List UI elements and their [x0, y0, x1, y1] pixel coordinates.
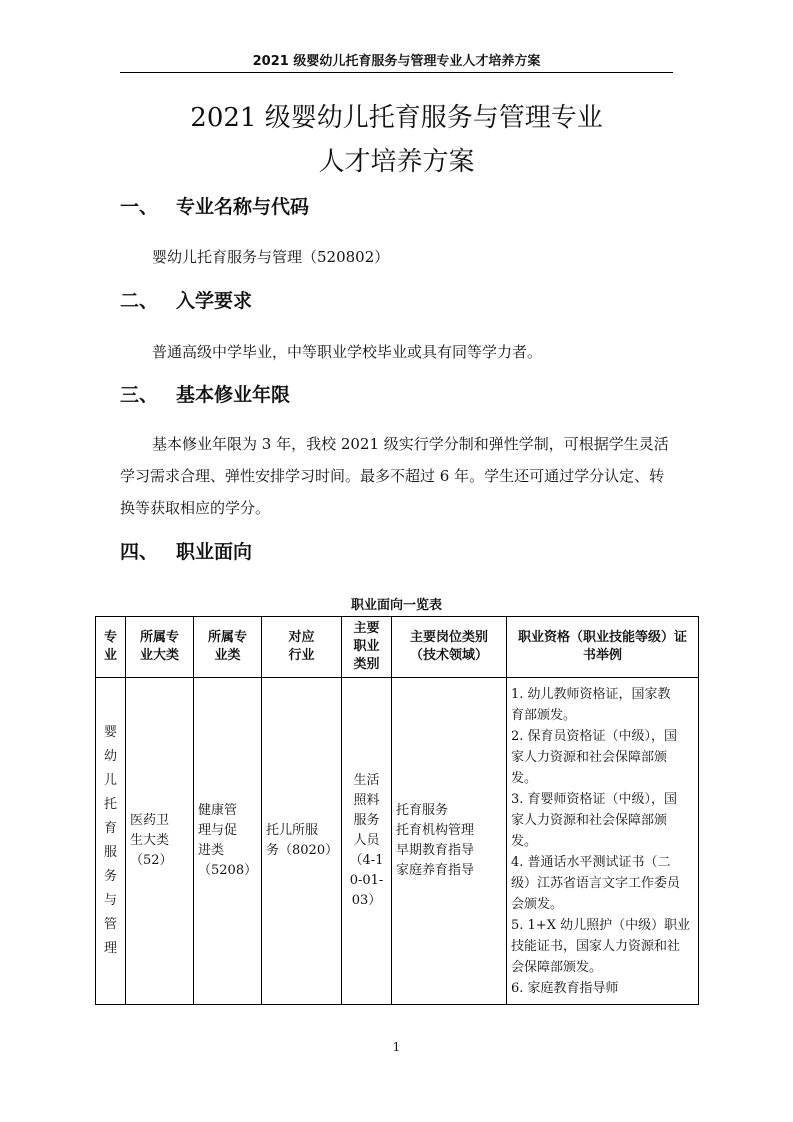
table-header-row	[96, 617, 699, 678]
section-number: 三、	[120, 384, 159, 406]
cell-posts: 托育服务 托育机构管理 早期教育指导 家庭养育指导	[392, 678, 507, 1005]
section-number: 二、	[120, 290, 159, 312]
table-caption: 职业面向一览表	[350, 598, 442, 613]
section-3-paragraph: 基本修业年限为 3 年，我校 2021 级实行学分制和弹性学制，可根据学生灵活学习需求合理、弹性安排学习时间。最多不超过 6 年。学生还可通过学分认定、转换等获取相应的学分。	[120, 435, 669, 517]
section-heading-3	[120, 380, 290, 407]
section-2-paragraph: 普通高级中学毕业，中等职业学校毕业或具有同等学力者。	[152, 343, 543, 361]
section-title: 入学要求	[176, 290, 253, 312]
section-title: 基本修业年限	[176, 384, 291, 406]
cell-subcategory: 健康管 理与促 进类 （5208）	[194, 678, 262, 1005]
table-row	[96, 678, 699, 1005]
document-title-line-2: 人才培养方案	[318, 147, 475, 177]
header-posts: 主要岗位类别 （技术领域）	[392, 617, 507, 678]
section-heading-2	[120, 286, 252, 313]
section-heading-4	[120, 537, 252, 564]
section-heading-1	[120, 192, 309, 219]
running-header: 2021 级婴幼儿托育服务与管理专业人才培养方案	[252, 54, 541, 69]
header-occupation: 主要 职业 类别	[342, 617, 392, 678]
document-title-line-1: 2021 级婴幼儿托育服务与管理专业	[190, 103, 603, 133]
cell-occupation: 生活 照料 服务 人员 （4-1 0-01- 03）	[342, 678, 392, 1005]
header-certificates: 职业资格（职业技能等级）证 书举例	[507, 617, 699, 678]
section-title: 职业面向	[176, 541, 253, 563]
section-title: 专业名称与代码	[176, 196, 310, 218]
header-category: 所属专 业大类	[126, 617, 194, 678]
header-industry: 对应 行业	[262, 617, 342, 678]
cell-industry: 托儿所服 务（8020）	[262, 678, 342, 1005]
section-number: 四、	[120, 541, 159, 563]
page-number: 1	[392, 1040, 401, 1054]
cell-category: 医药卫 生大类 （52）	[126, 678, 194, 1005]
cell-major: 婴 幼 儿 托 育 服 务 与 管 理	[96, 678, 126, 1005]
career-orientation-table	[95, 616, 699, 1005]
header-subcategory: 所属专 业类	[194, 617, 262, 678]
section-number: 一、	[120, 196, 159, 218]
cell-certificates: 1. 幼儿教师资格证，国家教 育部颁发。 2. 保育员资格证（中级），国 家人力资源和社会保障部颁 发。 3. 育婴师资格证（中级），国 家人力资源和社会保障部颁 发。 4. 普通话水平测试证书（二 级）江苏省语言文字工作委员 会颁发。 5. 1+X 幼儿照护（中级）职业 技能证书，国家人力资源和社 会保障部颁发。 6. 家庭教育指导师	[507, 678, 699, 1005]
header-major: 专 业	[96, 617, 126, 678]
section-1-paragraph: 婴幼儿托育服务与管理（520802）	[152, 248, 390, 266]
header-divider	[120, 72, 673, 73]
